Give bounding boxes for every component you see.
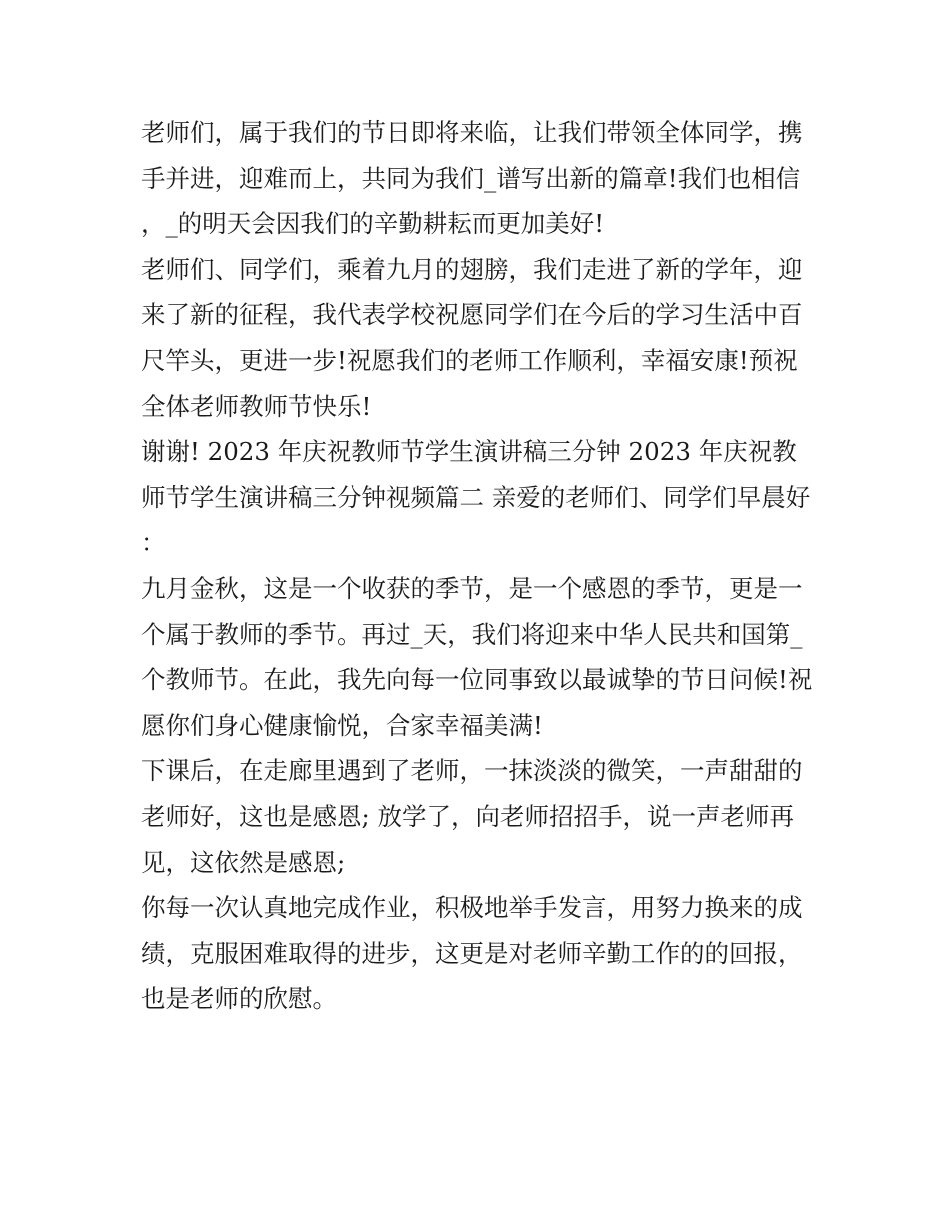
paragraph-6: 你每一次认真地完成作业，积极地举手发言，用努力换来的成绩，克服困难取得的进步，这更是对老师辛勤工作的的回报，也是老师的欣慰。 (141, 893, 803, 1014)
paragraph-4: 九月金秋，这是一个收获的季节，是一个感恩的季节，更是一个属于教师的季节。再过_天，我们将迎来中华人民共和国第_个教师节。在此，我先向每一位同事致以最诚挚的节日问候!祝愿你们身心健康愉悦，合家幸福美满! (141, 573, 813, 740)
paragraph-1: 老师们，属于我们的节日即将来临，让我们带领全体同学，携手并进，迎难而上，共同为我们_谱写出新的篇章!我们也相信，_的明天会因我们的辛勤耕耘而更加美好! (141, 118, 803, 239)
document-body (141, 110, 816, 1022)
paragraph-3: 谢谢! 2023 年庆祝教师节学生演讲稿三分钟 2023 年庆祝教师节学生演讲稿三分钟视频篇二 亲爱的老师们、同学们早晨好： (141, 437, 811, 558)
paragraph-2: 老师们、同学们，乘着九月的翅膀，我们走进了新的学年，迎来了新的征程，我代表学校祝愿同学们在今后的学习生活中百尺竿头，更进一步!祝愿我们的老师工作顺利，幸福安康!预祝全体老师教师节快乐! (141, 254, 803, 421)
paragraph-5: 下课后，在走廊里遇到了老师，一抹淡淡的微笑，一声甜甜的老师好，这也是感恩; 放学了，向老师招招手，说一声老师再见，这依然是感恩; (141, 756, 803, 877)
